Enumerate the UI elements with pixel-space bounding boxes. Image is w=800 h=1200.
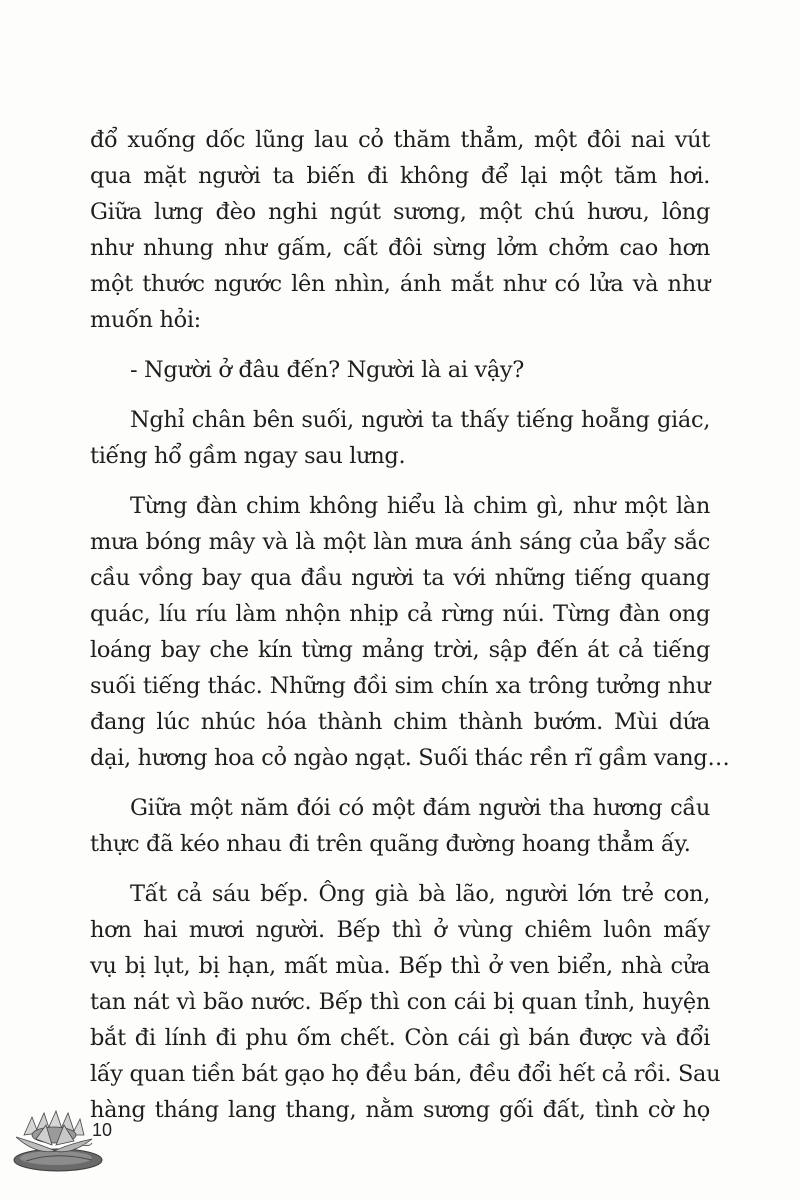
text-line: bắt đi lính đi phu ốm chết. Còn cái gì bán được và đổi (90, 1025, 710, 1051)
page-number: 10 (92, 1120, 113, 1140)
text-line: cầu vồng bay qua đầu người ta với những tiếng quang (90, 565, 710, 591)
text-line: tan nát vì bão nước. Bếp thì con cái bị quan tỉnh, huyện (90, 989, 710, 1015)
text-line: hàng tháng lang thang, nằm sương gối đất, tình cờ họ (90, 1097, 710, 1123)
text-line: thực đã kéo nhau đi trên quãng đường hoang thẳm ấy. (90, 831, 691, 857)
text-line: quác, líu ríu làm nhộn nhịp cả rừng núi. Từng đàn ong (90, 601, 710, 627)
text-line: Giữa một năm đói có một đám người tha hương cầu (130, 795, 710, 821)
text-line: tiếng hổ gầm ngay sau lưng. (90, 443, 406, 469)
text-line: dại, hương hoa cỏ ngào ngạt. Suối thác rền rĩ gầm vang… (90, 745, 730, 771)
footer-ornament (6, 1105, 166, 1175)
text-line: mưa bóng mây và là một làn mưa ánh sáng của bẩy sắc (90, 529, 710, 555)
text-line: vụ bị lụt, bị hạn, mất mùa. Bếp thì ở ven biển, nhà cửa (90, 953, 710, 979)
text-line: Tất cả sáu bếp. Ông già bà lão, người lớn trẻ con, (130, 881, 710, 907)
text-line: như nhung như gấm, cất đôi sừng lởm chởm cao hơn (90, 235, 710, 261)
text-line: một thước ngước lên nhìn, ánh mắt như có lửa và như (90, 271, 710, 297)
dialogue-line: - Người ở đâu đến? Người là ai vậy? (130, 357, 524, 383)
text-line: đổ xuống dốc lũng lau cỏ thăm thẳm, một đôi nai vút (90, 127, 710, 153)
text-line: hơn hai mươi người. Bếp thì ở vùng chiêm luôn mấy (90, 917, 710, 943)
text-line: đang lúc nhúc hóa thành chim thành bướm. Mùi dứa (90, 709, 710, 735)
text-line: Từng đàn chim không hiểu là chim gì, như một làn (130, 493, 710, 519)
lotus-icon (6, 1105, 106, 1175)
text-line: loáng bay che kín từng mảng trời, sập đến át cả tiếng (90, 637, 710, 663)
text-line: qua mặt người ta biến đi không để lại một tăm hơi. (90, 163, 710, 189)
text-line: Giữa lưng đèo nghi ngút sương, một chú hươu, lông (90, 199, 710, 225)
text-line: muốn hỏi: (90, 307, 201, 333)
text-line: lấy quan tiền bát gạo họ đều bán, đều đổi hết cả rồi. Sau (90, 1061, 721, 1087)
text-line: suối tiếng thác. Những đồi sim chín xa trông tưởng như (90, 673, 710, 699)
body-text (90, 122, 730, 1128)
text-line: Nghỉ chân bên suối, người ta thấy tiếng hoẵng giác, (130, 407, 710, 433)
